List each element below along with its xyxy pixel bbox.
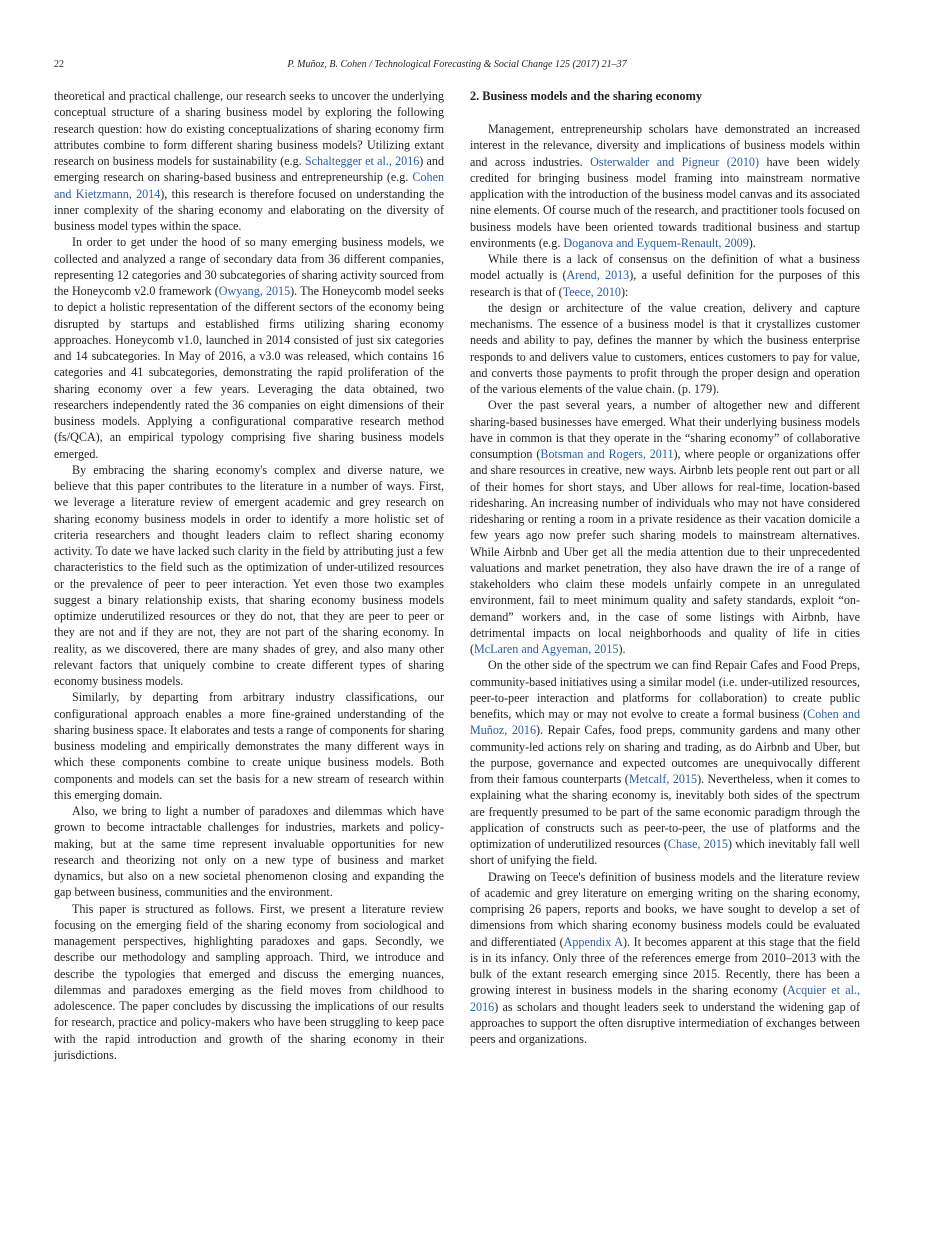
text-run: Similarly, by departing from arbitrary industry classifications, our configurational approach enables a more fine-grained understanding of the sharing business space. It elaborates and tests a range of components for sharing business modeling and empirically demonstrates the many different ways in which these components combine to create unique business models. Both components and models can set the basis for a new stream of research within this emerging domain.: [54, 690, 444, 802]
page-number: 22: [54, 59, 64, 70]
text-run: ). The Honeycomb model seeks to depict a holistic representation of the different sectors of the economy being disrupted by startups and established firms utilizing sharing economy approaches. Honeycomb v1.0, launched in 2014 consisted of just six categories and 14 subcategories. In May of 2016, a v3.0 was released, which contains 16 categories and 41 subcategories, demonstrating the rapid proliferation of the sharing economy over a few years. Leveraging the data obtained, two researchers independently rated the 36 companies on eight dimensions of their business models. Applying a configurational comparative research method (fs/QCA), an empirical typology comprising five sharing business models emerged.: [54, 284, 444, 461]
text-run: While there is a lack of consensus on the definition of what a business model actually is (: [470, 252, 860, 283]
text-run: ), a useful definition for the purposes of this research is that of (: [470, 268, 860, 299]
text-run: ), where people or organizations offer and share resources in creative, new ways. Airbnb lets people rent out part or all of their homes for short stays, and Uber allows for real-time, location-based ridesharing. An increasing number of individuals who may not have considered ridesharing or renting a room in a private residence as their vacation domicile a few years ago now prefer such sharing models to mainstream alternatives. While Airbnb and Uber get all the media attention due to their unprecedented valuations and market penetration, they also have drawn the ire of a range of stakeholders who claim these models unfairly compete in an unregulated environment, fail to meet minimum quality and safety standards, exploit “on-demand” workers and, in the case of some listings with Airbnb, have detrimental impacts on local neighborhoods and quality of life in cities (: [470, 447, 860, 656]
paragraph: [54, 901, 444, 1064]
text-run: Drawing on Teece's definition of business models and the literature review of academic and grey literature on emerging writing on the sharing economy, comprising 26 papers, reports and books, we have sought to develop a set of dimensions from which sharing economy business models could be evaluated and differentiated (: [470, 869, 860, 949]
paragraph: [470, 657, 860, 868]
text-run: ). Repair Cafes, food preps, community gardens and many other community-led actions rely on sharing and trading, as do Airbnb and Uber, but the purpose, governance and expected outcomes are unequivocally different from their famous counterparts (: [470, 723, 860, 786]
paragraph: [54, 689, 444, 803]
text-run: ), this research is therefore focused on understanding the inner complexity of the sharing economy and elaborating on the diversity of business model types within the space.: [54, 186, 444, 233]
section-heading: 2. Business models and the sharing economy: [470, 89, 702, 103]
text-run: theoretical and practical challenge, our research seeks to uncover the underlying conceptual structure of a sharing business model by exploring the following research question: how do existing conceptualizations of sharing economy firm attributes combine to form different sharing business models? Utilizing extant research on business models for sustainability (e.g.: [54, 89, 444, 168]
citation-link[interactable]: Arend, 2013: [566, 268, 630, 283]
text-run: ):: [620, 284, 629, 299]
citation-link[interactable]: Cohen and Kietzmann, 2014: [54, 170, 444, 201]
text-run: Also, we bring to light a number of paradoxes and dilemmas which have grown to become intractable challenges for industries, markets and policy-making, but at the same time represent invaluable opportunities for new research and theorizing not only on a new type of business and market dynamics, but also on a new societal phenomenon closing and expanding the gap between business, communities and the environment.: [54, 804, 444, 900]
paragraph: [54, 803, 444, 901]
text-run: ) as scholars and thought leaders seek to understand the widening gap of approaches to support the often disruptive intermediation of exchanges between peers and organizations.: [470, 999, 860, 1046]
citation-link[interactable]: Metcalf, 2015: [628, 772, 698, 786]
text-run: Management, entrepreneurship scholars have demonstrated an increased interest in the relevance, diversity and implications of business models within and across industries.: [470, 122, 860, 169]
text-run: ). Nevertheless, when it comes to explaining what the sharing economy is, inevitably both sides of the spectrum are frequently presumed to be part of the same economic paradigm through the application of constructs such as peer-to-peer, the use of platforms and the optimization of underutilized resources (: [470, 772, 860, 851]
text-run: have been widely credited for bringing business model framing into mainstream normative application with the introduction of the business model canvas and its associated nine elements. Of course much of the research, and practitioner tools focused on business models have been oriented towards traditional business and startup environments (e.g.: [470, 154, 860, 250]
paragraph: [470, 397, 860, 657]
text-run: By embracing the sharing economy's complex and diverse nature, we believe that this paper contributes to the literature in a number of ways. First, we leverage a literature review of emergent academic and grey research on sharing economy business models in order to identify a more holistic set of criteria researchers and thought leaders claim to reflect sharing economy activity. To date we have lacked such clarity in the field by attributing just a few characteristics to the field such as the optimization of under-utilized resources or the prevalence of peer to peer interaction. Yet even those two examples suggest a binary relationship exists, that sharing economy business models optimize underutilized resources or they do not, that they are peer to peer or they are not and if they are not, they are not part of the sharing economy. In reality, as we discovered, there are many shades of grey, and also many other relevant factors that uniquely combine to create different types of sharing economy business models.: [54, 462, 444, 688]
paragraph: [54, 234, 444, 462]
citation-link[interactable]: Teece, 2010: [562, 284, 621, 299]
left-column: [54, 88, 444, 1063]
text-run: ).: [748, 235, 756, 250]
text-run: ). It becomes apparent at this stage that the field is in its infancy. Only three of the references emerge from 2010–2013 with the bulk of the extant research emerging since 2015. Recently, there has been a growing interest in business models in the sharing economy (: [470, 934, 860, 998]
citation-link[interactable]: Appendix A: [563, 934, 623, 949]
citation-link[interactable]: Owyang, 2015: [218, 284, 291, 298]
paragraph: [470, 869, 860, 1048]
text-run: ).: [618, 642, 626, 656]
text-run: ) which inevitably fall well short of unifying the field.: [470, 837, 860, 868]
block-quote: [470, 300, 860, 398]
right-column: [470, 88, 860, 1047]
citation-link[interactable]: Chase, 2015: [667, 837, 728, 851]
text-run: In order to get under the hood of so many emerging business models, we collected and analyzed a range of secondary data from 36 different companies, representing 12 categories and 30 subcategories of sharing activity sourced from the Honeycomb v2.0 framework (: [54, 235, 444, 298]
paragraph: [54, 462, 444, 690]
text-run: On the other side of the spectrum we can find Repair Cafes and Food Preps, community-based initiatives using a similar model (i.e. under-utilized resources, peer-to-peer interaction and platforms for collaboration) to create public benefits, which may or may not evolve to create a formal business (: [470, 658, 860, 721]
citation-link[interactable]: McLaren and Agyeman, 2015: [474, 642, 619, 656]
citation-link[interactable]: Doganova and Eyquem-Renault, 2009: [563, 235, 749, 250]
text-run: the design or architecture of the value creation, delivery and capture mechanisms. The essence of a business model is that it crystallizes customer needs and ability to pay, defines the manner by which the business enterprise responds to and delivers value to customers, entices customers to pay for value, and converts those payments to profit through the proper design and operation of the various elements of the value chain. (p. 179).: [470, 300, 860, 396]
citation-link[interactable]: Cohen and Muñoz, 2016: [470, 707, 861, 738]
citation-link[interactable]: Acquier et al., 2016: [470, 983, 860, 1014]
page-header: [54, 58, 860, 72]
citation-link[interactable]: Schaltegger et al., 2016: [304, 154, 420, 168]
running-head: P. Muñoz, B. Cohen / Technological Forecasting & Social Change 125 (2017) 21–37: [287, 59, 627, 70]
citation-link[interactable]: Osterwalder and Pigneur (2010): [590, 154, 759, 169]
text-run: ) and emerging research on sharing-based business and entrepreneurship (e.g.: [54, 154, 444, 185]
citation-link[interactable]: Botsman and Rogers, 2011: [540, 447, 674, 461]
text-run: Over the past several years, a number of altogether new and different sharing-based businesses have emerged. What their underlying business models have in common is that they operate in the “sharing economy” of collaborative consumption (: [470, 398, 860, 461]
paragraph: [470, 251, 860, 300]
paragraph: [470, 121, 860, 251]
text-run: This paper is structured as follows. First, we present a literature review focusing on the emerging field of the sharing economy from sociological and management perspectives, highlighting paradoxes and gaps. Secondly, we describe our methodology and sampling approach. Third, we introduce and describe the typologies that emerged and discuss the emerging nuances, dilemmas and paradoxes emerging as the field moves from childhood to adolescence. The paper concludes by discussing the implications of our results for research, practice and policy-makers who have been struggling to keep pace with the rapid introduction and growth of the sharing economy in their jurisdictions.: [54, 901, 444, 1062]
paragraph: [54, 88, 444, 234]
